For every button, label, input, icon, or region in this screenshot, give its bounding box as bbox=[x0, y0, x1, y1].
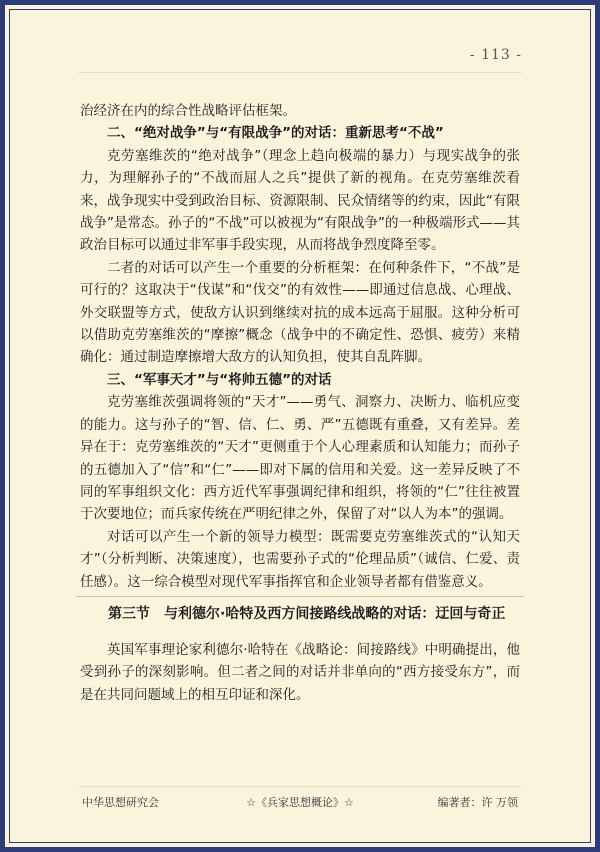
section-heading: 第三节 与利德尔·哈特及西方间接路线战略的对话：迂回与奇正 bbox=[108, 605, 506, 622]
section-divider bbox=[76, 596, 524, 597]
footer-author: 编著者：许 万领 bbox=[437, 796, 518, 809]
page-body bbox=[80, 100, 520, 706]
footer-book-title: ☆《兵家思想概论》☆ bbox=[246, 796, 354, 809]
paragraph: 二者的对话可以产生一个重要的分析框架：在何种条件下，“不战”是可行的？这取决于“伐谋”和“伐交”的有效性——即通过信息战、心理战、外交联盟等方式，使敌方认识到继续对抗的成本远高于屈服。这种分析可以借助克劳塞维茨的“摩擦”概念（战争中的不确定性、恐惧、疲劳）来精确化：通过制造摩擦增大敌方的认知负担，使其自乱阵脚。 bbox=[80, 259, 520, 366]
footer-publisher: 中华思想研究会 bbox=[82, 796, 159, 809]
header-rule bbox=[78, 72, 522, 73]
footer-rule bbox=[78, 786, 522, 787]
paragraph: 对话可以产生一个新的领导力模型：既需要克劳塞维茨式的“认知天才”（分析判断、决策速度），也需要孙子式的“伦理品质”（诚信、仁爱、责任感）。这一综合模型对现代军事指挥官和企业领导者都有借鉴意义。 bbox=[80, 528, 520, 590]
paragraph: 克劳塞维茨的“绝对战争”（理念上趋向极端的暴力）与现实战争的张力，为理解孙子的“不战而屈人之兵”提供了新的视角。在克劳塞维茨看来，战争现实中受到政治目标、资源限制、民众情绪等的约束，因此“有限战争”是常态。孙子的“不战”可以被视为“有限战争”的一种极端形式——其政治目标可以通过非军事手段实现，从而将战争烈度降至零。 bbox=[80, 147, 520, 254]
paragraph: 克劳塞维茨强调将领的“天才”——勇气、洞察力、决断力、临机应变的能力。这与孙子的“智、信、仁、勇、严”五德既有重叠，又有差异。差异在于：克劳塞维茨的“天才”更侧重于个人心理素质和认知能力；而孙子的五德加入了“信”和“仁”——即对下属的信用和关爱。这一差异反映了不同的军事组织文化：西方近代军事强调纪律和组织，将领的“仁”往往被置于次要地位；而兵家传统在严明纪律之外，保留了对“以人为本”的强调。 bbox=[80, 394, 520, 523]
subsection-heading-3: 三、“军事天才”与“将帅五德”的对话 bbox=[107, 371, 332, 388]
paragraph: 英国军事理论家利德尔·哈特在《战略论：间接路线》中明确提出，他受到孙子的深刻影响。但二者之间的对话并非单向的“西方接受东方”，而是在共同问题域上的相互印证和深化。 bbox=[80, 641, 520, 703]
subsection-heading-2: 二、“绝对战争”与“有限战争”的对话：重新思考“不战” bbox=[107, 125, 444, 142]
page-number: - 113 - bbox=[469, 47, 522, 63]
paragraph-continued: 治经济在内的综合性战略评估框架。 bbox=[80, 103, 296, 119]
